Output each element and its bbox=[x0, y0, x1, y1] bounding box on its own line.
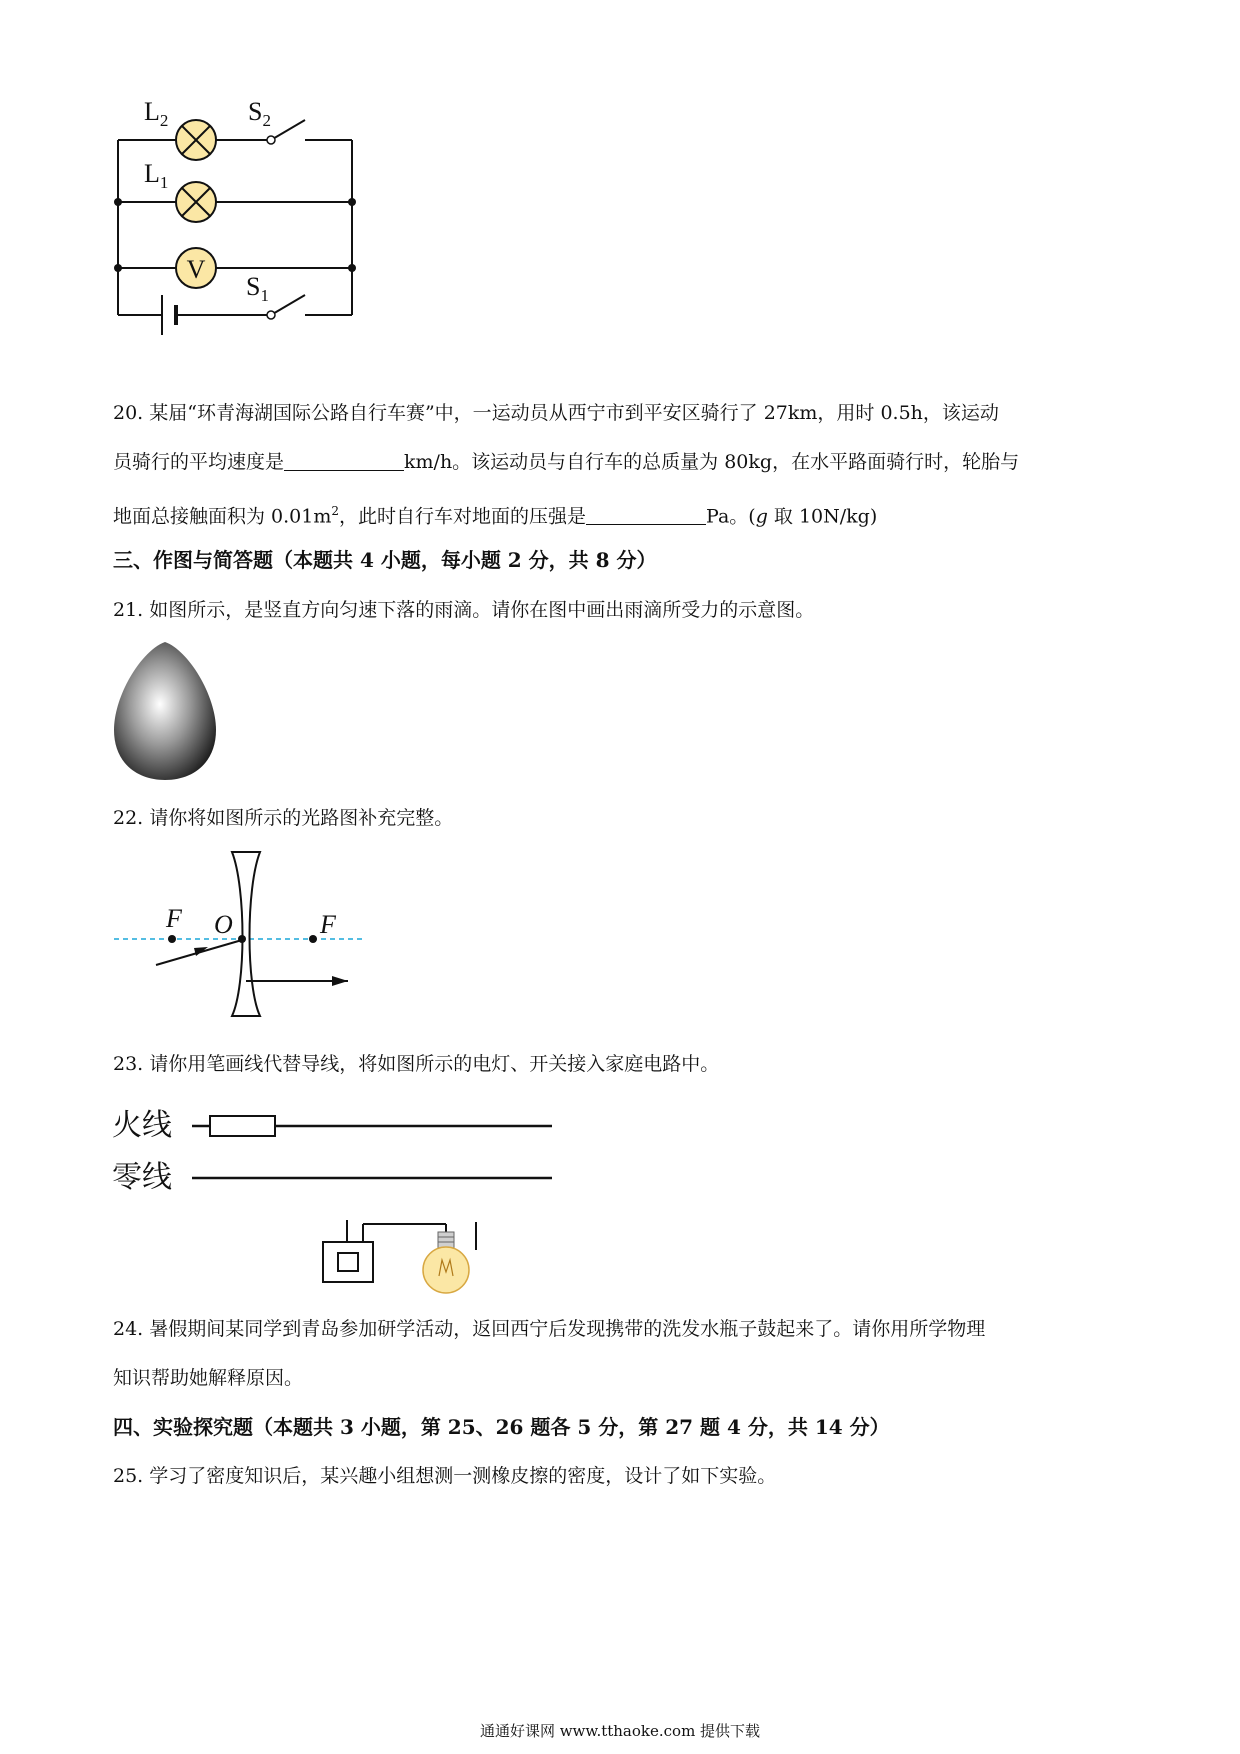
raindrop-figure bbox=[110, 640, 220, 785]
fuse-icon bbox=[210, 1116, 275, 1136]
label-f-left: F bbox=[166, 904, 182, 933]
page-footer: 通通好课网 www.tthaoke.com 提供下载 bbox=[479, 1722, 761, 1740]
label-o: O bbox=[214, 910, 233, 939]
label-s1: S bbox=[246, 272, 261, 301]
switch-icon[interactable] bbox=[323, 1242, 373, 1282]
svg-text:L2: $L_2$ bbox=[144, 97, 169, 130]
svg-text:L1: $L_1$ bbox=[144, 159, 169, 192]
label-l2: L bbox=[144, 97, 160, 126]
answer-blank-pressure[interactable] bbox=[586, 504, 706, 525]
q24-line1: 24. 暑假期间某同学到青岛参加研学活动，返回西宁后发现携带的洗发水瓶子鼓起来了。请你用所学物理 bbox=[113, 1318, 986, 1340]
household-circuit-diagram bbox=[190, 1100, 560, 1305]
q25-text: 25. 学习了密度知识后，某兴趣小组想测一测橡皮擦的密度，设计了如下实验。 bbox=[113, 1465, 777, 1487]
lamp-l2-icon bbox=[176, 120, 216, 160]
label-l1: L bbox=[144, 159, 160, 188]
label-f-right: F bbox=[320, 910, 336, 939]
live-wire-label: 火线 bbox=[112, 1108, 172, 1143]
answer-blank-speed[interactable] bbox=[284, 450, 404, 471]
q20-line3: 地面总接触面积为 $0.01m^2$，此时自行车对地面的压强是 Pa。(g 取 10N/kg) bbox=[113, 504, 878, 528]
section-3-title: 三、作图与简答题（本题共 4 小题，每小题 2 分，共 8 分） bbox=[113, 548, 657, 572]
circuit-diagram bbox=[100, 90, 380, 350]
concave-lens-diagram bbox=[110, 848, 380, 1023]
section-4-title: 四、实验探究题（本题共 3 小题，第 25、26 题各 5 分，第 27 题 4 分，共 14 分） bbox=[113, 1415, 890, 1439]
q20-line1: 20. 某届“环青海湖国际公路自行车赛”中，一运动员从西宁市到平安区骑行了 27km，用时 0.5h，该运动 bbox=[113, 402, 999, 424]
voltmeter-icon bbox=[176, 248, 216, 288]
light-bulb-icon[interactable] bbox=[423, 1232, 469, 1293]
label-s2: S bbox=[248, 97, 263, 126]
concave-lens-icon[interactable] bbox=[232, 852, 260, 1016]
q20-line2: 员骑行的平均速度是 km/h。该运动员与自行车的总质量为 80kg，在水平路面骑行时，轮胎与 bbox=[113, 451, 1020, 473]
q24-line2: 知识帮助她解释原因。 bbox=[113, 1367, 304, 1389]
q23-text: 23. 请你用笔画线代替导线，将如图所示的电灯、开关接入家庭电路中。 bbox=[113, 1053, 720, 1075]
q22-text: 22. 请你将如图所示的光路图补充完整。 bbox=[113, 807, 454, 829]
svg-text:S1: $S_1$ bbox=[246, 272, 269, 305]
voltmeter-label: V bbox=[186, 255, 206, 284]
q21-text: 21. 如图所示，是竖直方向匀速下落的雨滴。请你在图中画出雨滴所受力的示意图。 bbox=[113, 599, 815, 621]
raindrop-icon[interactable] bbox=[114, 642, 216, 780]
lamp-l1-icon bbox=[176, 182, 216, 222]
neutral-wire-label: 零线 bbox=[112, 1160, 172, 1195]
svg-text:S2: $S_2$ bbox=[248, 97, 271, 130]
